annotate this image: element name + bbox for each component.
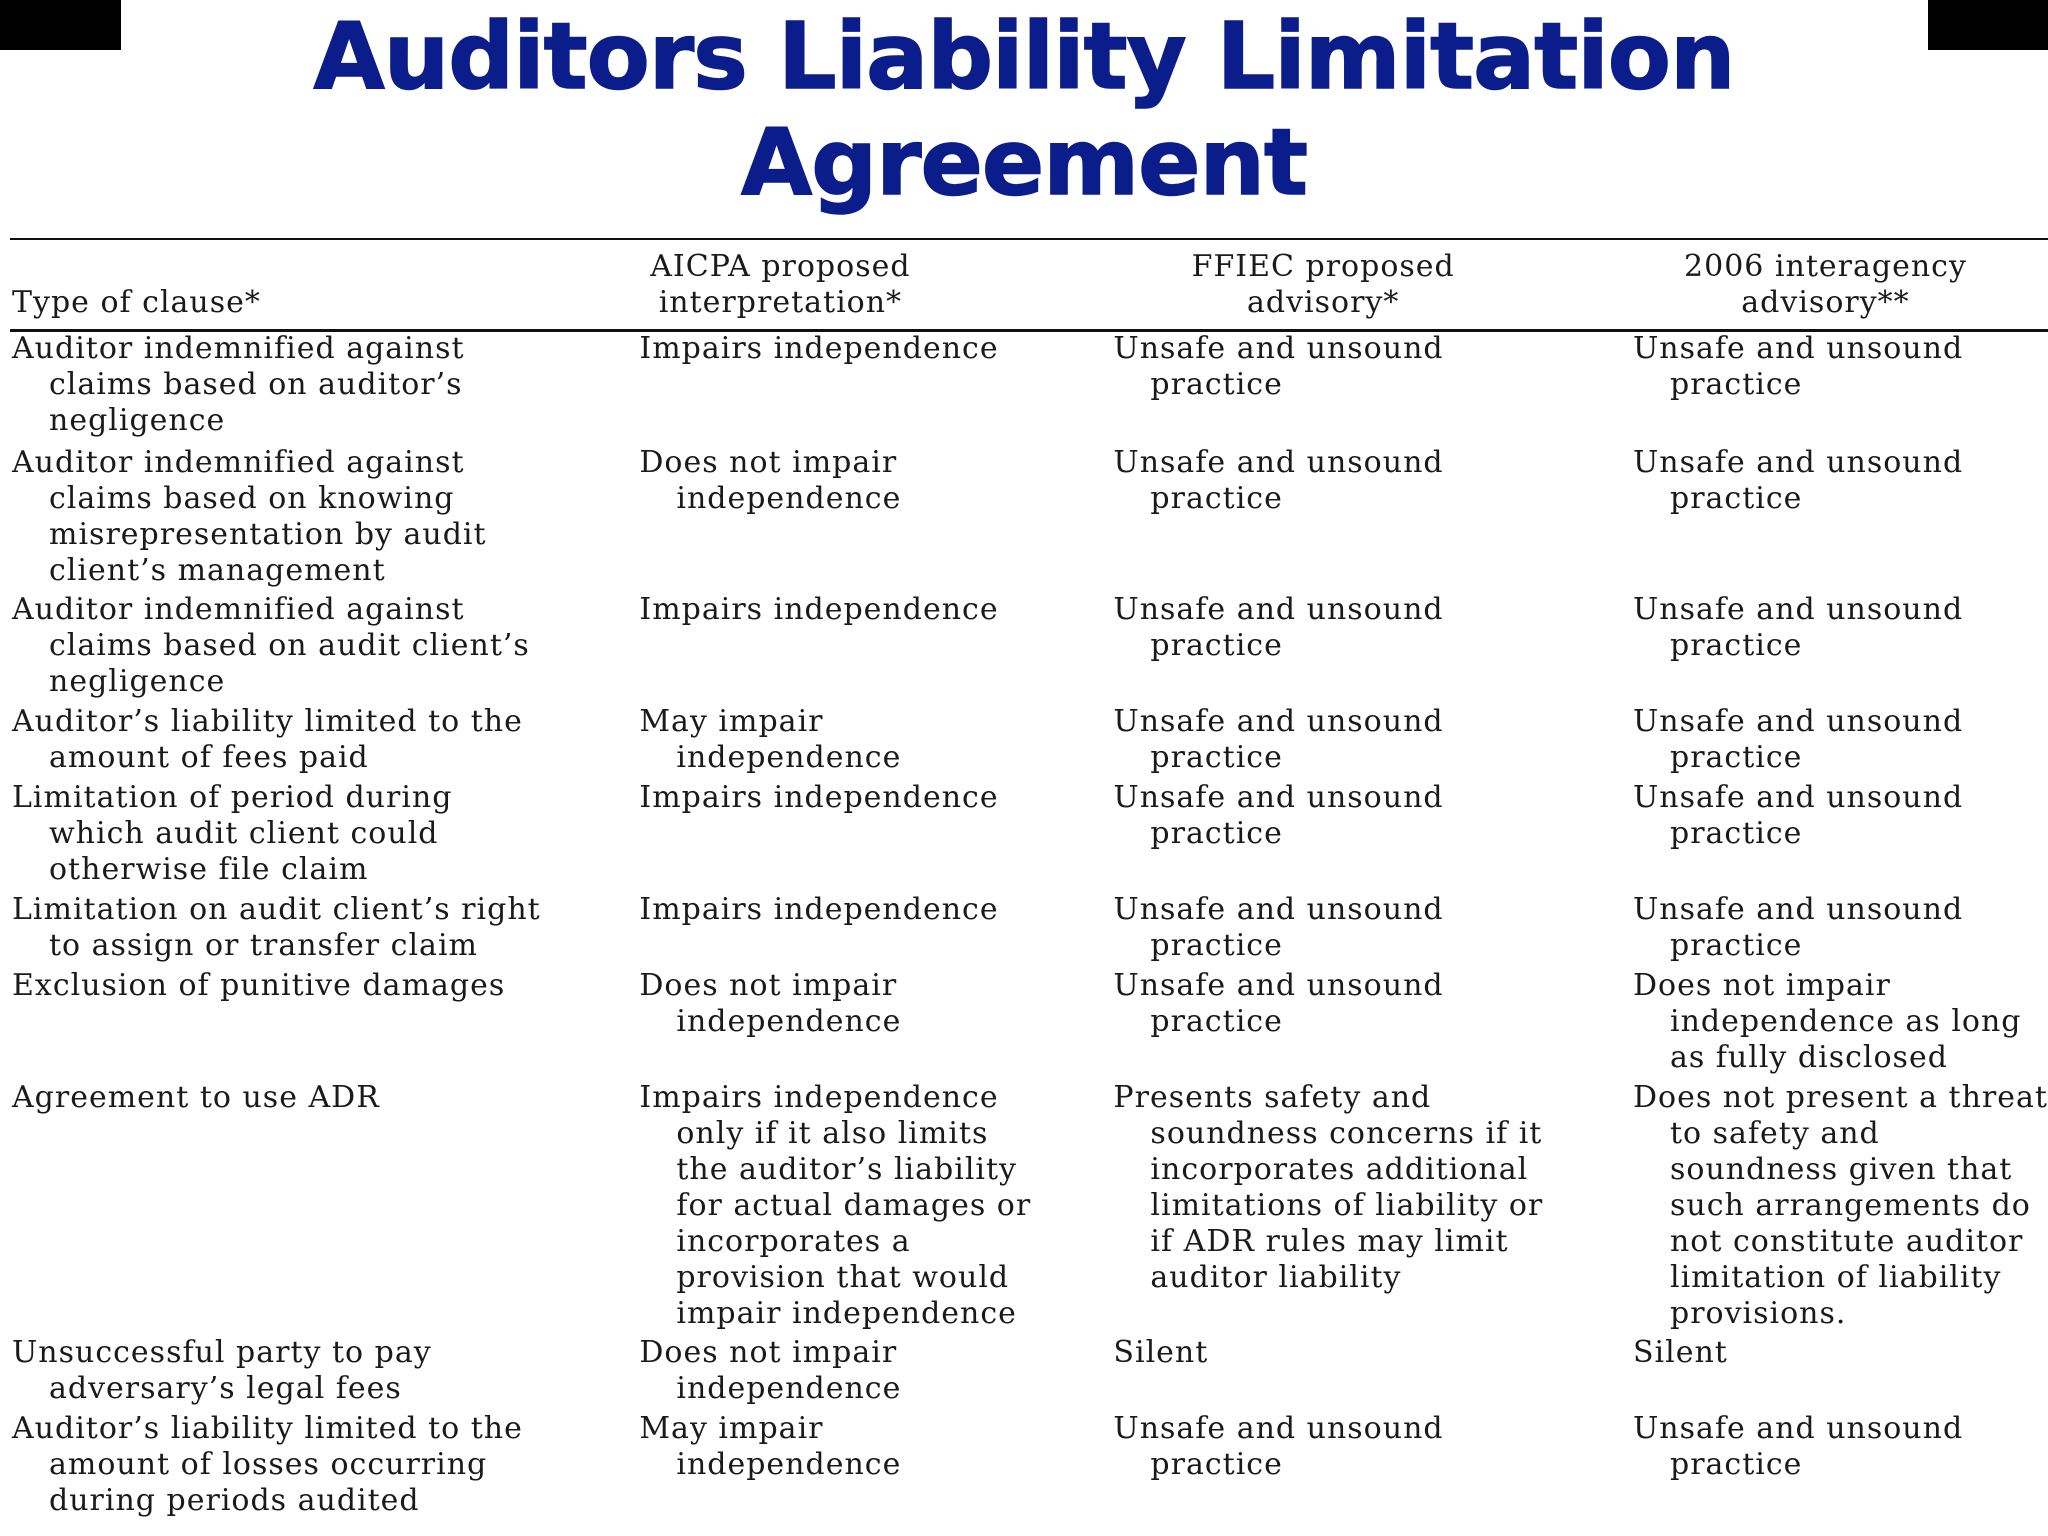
header-text: AICPA proposed — [650, 249, 911, 284]
cell-line: Silent — [1113, 1335, 1209, 1370]
cell-line: Agreement to use ADR — [12, 1080, 380, 1115]
cell-aicpa — [627, 704, 1103, 780]
cell-line: Unsafe and unsound — [1632, 1411, 1964, 1446]
table-row — [10, 445, 2048, 592]
header-interagency — [1623, 238, 2048, 329]
cell-line: independence — [676, 481, 902, 516]
cell-line: claims based on auditor’s — [49, 367, 463, 402]
cell-ffiec — [1103, 704, 1623, 780]
cell-line: limitations of liability or — [1150, 1188, 1544, 1223]
cell-interagency — [1623, 1080, 2048, 1335]
cell-line: if ADR rules may limit — [1150, 1224, 1509, 1259]
cell-line: Silent — [1632, 1335, 1728, 1370]
header-text: interpretation* — [658, 285, 903, 320]
cell-line: only if it also limits — [676, 1116, 989, 1151]
cell-line: not constitute auditor — [1669, 1224, 2024, 1259]
cell-line: Does not impair — [639, 1335, 898, 1370]
cell-line: practice — [1150, 1447, 1283, 1482]
cell-line: incorporates additional — [1150, 1152, 1529, 1187]
cell-line: Auditor indemnified against — [12, 592, 465, 627]
cell-line: Unsafe and unsound — [1632, 892, 1964, 927]
cell-line: practice — [1150, 628, 1283, 663]
slide-title-line-2: Agreement — [741, 109, 1307, 216]
cell-line: Unsafe and unsound — [1632, 592, 1964, 627]
header-aicpa — [627, 238, 1103, 329]
cell-line: practice — [1669, 740, 1803, 775]
cell-line: Does not impair — [1632, 968, 1891, 1003]
cell-line: provisions. — [1669, 1296, 1847, 1331]
cell-line: Auditor indemnified against — [12, 445, 465, 480]
cell-line: Does not impair — [639, 968, 898, 1003]
cell-line: practice — [1669, 628, 1803, 663]
cell-aicpa — [627, 1335, 1103, 1411]
cell-line: such arrangements do — [1669, 1188, 2031, 1223]
cell-line: incorporates a — [676, 1224, 911, 1259]
cell-line: practice — [1150, 928, 1283, 963]
cell-line: Unsuccessful party to pay — [12, 1335, 432, 1370]
cell-type-of-clause — [10, 445, 627, 592]
cell-line: practice — [1669, 367, 1803, 402]
cell-line: to assign or transfer claim — [49, 928, 478, 963]
cell-line: Unsafe and unsound — [1113, 892, 1444, 927]
cell-type-of-clause — [10, 780, 627, 892]
cell-type-of-clause — [10, 1411, 627, 1521]
cell-line: impair independence — [676, 1296, 1017, 1331]
cell-line: Unsafe and unsound — [1632, 704, 1964, 739]
cell-line: for actual damages or — [676, 1188, 1032, 1223]
cell-line: independence — [676, 1004, 902, 1039]
cell-ffiec — [1103, 329, 1623, 445]
cell-line: adversary’s legal fees — [49, 1371, 402, 1406]
cell-interagency — [1623, 780, 2048, 892]
cell-interagency — [1623, 592, 2048, 704]
cell-interagency — [1623, 1335, 2048, 1411]
cell-interagency — [1623, 445, 2048, 592]
cell-interagency — [1623, 704, 2048, 780]
cell-line: Unsafe and unsound — [1632, 780, 1964, 815]
cell-line: independence — [676, 1447, 902, 1482]
cell-type-of-clause — [10, 968, 627, 1080]
table-row — [10, 329, 2048, 445]
cell-line: Unsafe and unsound — [1632, 331, 1964, 366]
table-row — [10, 1335, 2048, 1411]
cell-aicpa — [627, 968, 1103, 1080]
cell-line: Limitation on audit client’s right — [12, 892, 541, 927]
cell-line: Unsafe and unsound — [1113, 445, 1444, 480]
cell-aicpa — [627, 780, 1103, 892]
cell-line: Impairs independence — [639, 780, 999, 815]
cell-ffiec — [1103, 968, 1623, 1080]
cell-line: practice — [1150, 1004, 1283, 1039]
cell-line: Unsafe and unsound — [1113, 1411, 1444, 1446]
cell-line: Presents safety and — [1113, 1080, 1432, 1115]
table-row — [10, 780, 2048, 892]
cell-aicpa — [627, 1411, 1103, 1521]
cell-line: Auditor’s liability limited to the — [12, 1411, 523, 1446]
cell-line: practice — [1669, 928, 1803, 963]
header-text: advisory** — [1741, 285, 1910, 320]
cell-line: Limitation of period during — [12, 780, 453, 815]
cell-type-of-clause — [10, 1080, 627, 1335]
cell-aicpa — [627, 592, 1103, 704]
cell-line: negligence — [49, 664, 226, 699]
cell-ffiec — [1103, 780, 1623, 892]
cell-line: practice — [1150, 816, 1283, 851]
cell-line: Impairs independence — [639, 331, 999, 366]
cell-line: amount of losses occurring — [49, 1447, 488, 1482]
cell-aicpa — [627, 892, 1103, 968]
slide-title — [0, 4, 2048, 216]
cell-line: practice — [1669, 816, 1803, 851]
cell-line: independence — [676, 740, 902, 775]
cell-line: client’s management — [49, 553, 386, 588]
cell-line: Auditor’s liability limited to the — [12, 704, 523, 739]
cell-line: which audit client could — [49, 816, 439, 851]
cell-line: May impair — [639, 1411, 824, 1446]
cell-line: the auditor’s liability — [676, 1152, 1018, 1187]
cell-ffiec — [1103, 1080, 1623, 1335]
cell-line: Unsafe and unsound — [1113, 780, 1444, 815]
cell-line: misrepresentation by audit — [49, 517, 487, 552]
cell-line: Does not impair — [639, 445, 898, 480]
cell-type-of-clause — [10, 704, 627, 780]
cell-interagency — [1623, 1411, 2048, 1521]
clause-comparison-table — [10, 238, 2048, 1521]
cell-line: during periods audited — [49, 1483, 420, 1518]
cell-type-of-clause — [10, 1335, 627, 1411]
table-row — [10, 892, 2048, 968]
header-text: 2006 interagency — [1684, 249, 1967, 284]
cell-ffiec — [1103, 892, 1623, 968]
cell-line: amount of fees paid — [49, 740, 369, 775]
cell-line: independence as long — [1669, 1004, 2022, 1039]
table-row — [10, 1411, 2048, 1521]
cell-line: soundness given that — [1669, 1152, 2013, 1187]
cell-interagency — [1623, 329, 2048, 445]
cell-aicpa — [627, 1080, 1103, 1335]
table-row — [10, 968, 2048, 1080]
header-text: FFIEC proposed — [1191, 249, 1455, 284]
table-row — [10, 704, 2048, 780]
cell-ffiec — [1103, 592, 1623, 704]
header-text: advisory* — [1247, 285, 1400, 320]
table-header-row — [10, 238, 2048, 329]
cell-line: practice — [1150, 481, 1283, 516]
cell-line: practice — [1150, 740, 1283, 775]
cell-type-of-clause — [10, 892, 627, 968]
cell-line: negligence — [49, 403, 226, 438]
cell-line: practice — [1150, 367, 1283, 402]
cell-ffiec — [1103, 1411, 1623, 1521]
cell-aicpa — [627, 329, 1103, 445]
cell-line: as fully disclosed — [1669, 1040, 1948, 1075]
cell-line: auditor liability — [1150, 1260, 1402, 1295]
cell-line: Impairs independence — [639, 1080, 999, 1115]
cell-line: practice — [1669, 1447, 1803, 1482]
table-row — [10, 1080, 2048, 1335]
header-ffiec — [1103, 238, 1623, 329]
cell-line: to safety and — [1669, 1116, 1880, 1151]
cell-type-of-clause — [10, 329, 627, 445]
cell-line: independence — [676, 1371, 902, 1406]
cell-line: May impair — [639, 704, 824, 739]
cell-line: provision that would — [676, 1260, 1010, 1295]
clause-table-container — [10, 238, 2048, 1536]
cell-aicpa — [627, 445, 1103, 592]
cell-ffiec — [1103, 1335, 1623, 1411]
cell-line: claims based on audit client’s — [49, 628, 530, 663]
cell-interagency — [1623, 968, 2048, 1080]
header-text: Type of clause* — [12, 285, 261, 320]
header-type-of-clause — [10, 238, 627, 329]
table-body — [10, 329, 2048, 1521]
cell-ffiec — [1103, 445, 1623, 592]
cell-line: soundness concerns if it — [1150, 1116, 1543, 1151]
cell-line: Unsafe and unsound — [1113, 592, 1444, 627]
cell-line: Impairs independence — [639, 592, 999, 627]
cell-line: Unsafe and unsound — [1113, 704, 1444, 739]
cell-line: Unsafe and unsound — [1113, 331, 1444, 366]
cell-line: Unsafe and unsound — [1632, 445, 1964, 480]
cell-line: Does not present a threat — [1632, 1080, 2048, 1115]
cell-line: Exclusion of punitive damages — [12, 968, 506, 1003]
cell-interagency — [1623, 892, 2048, 968]
slide-title-line-1: Auditors Liability Limitation — [313, 3, 1735, 110]
cell-line: Unsafe and unsound — [1113, 968, 1444, 1003]
table-row — [10, 592, 2048, 704]
cell-line: limitation of liability — [1669, 1260, 2002, 1295]
cell-line: Impairs independence — [639, 892, 999, 927]
cell-line: claims based on knowing — [49, 481, 455, 516]
cell-line: Auditor indemnified against — [12, 331, 465, 366]
cell-type-of-clause — [10, 592, 627, 704]
cell-line: otherwise file claim — [49, 852, 369, 887]
cell-line: practice — [1669, 481, 1803, 516]
